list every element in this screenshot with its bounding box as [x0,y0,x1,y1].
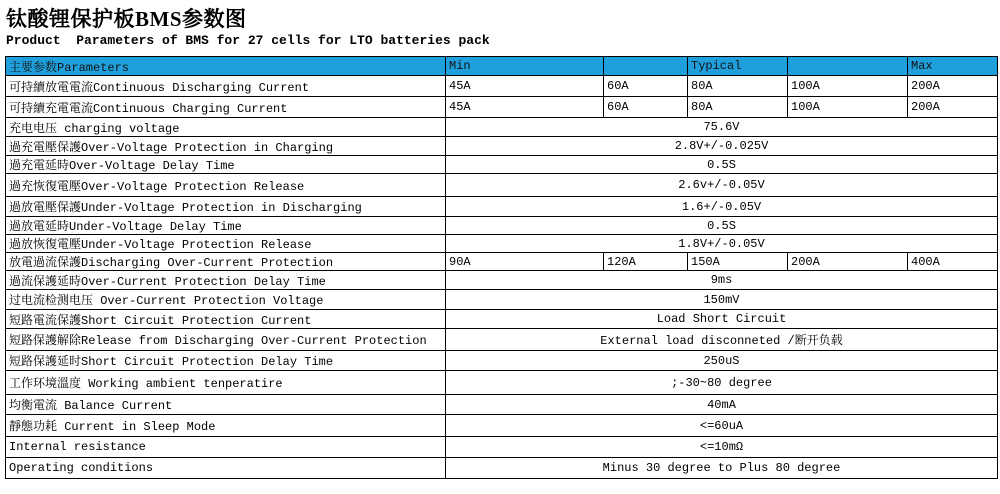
table-row [6,197,998,217]
value-cell-merged: Load Short Circuit [446,310,998,329]
parameter-label: 過放電延時Under-Voltage Delay Time [6,217,446,235]
value-cell-merged: 9ms [446,271,998,290]
parameter-label: 過充電延時Over-Voltage Delay Time [6,156,446,174]
value-cell: 200A [788,253,908,271]
header-parameters: 主要参数Parameters [6,57,446,76]
header-blank-1 [604,57,688,76]
table-row [6,253,998,271]
parameter-label: 過放恢復電壓Under-Voltage Protection Release [6,235,446,253]
parameter-label: 均衡電流 Balance Current [6,395,446,415]
header-max: Max [908,57,998,76]
table-row [6,371,998,395]
value-cell: 80A [688,97,788,118]
value-cell-merged: External load disconneted /断开负载 [446,329,998,351]
table-row [6,290,998,310]
header-typical: Typical [688,57,788,76]
value-cell: 100A [788,76,908,97]
parameter-label: 工作环境溫度 Working ambient tenperatire [6,371,446,395]
value-cell: 45A [446,97,604,118]
table-row [6,97,998,118]
value-cell-merged: <=60uA [446,415,998,437]
page-subtitle: Product Parameters of BMS for 27 cells for LTO batteries pack [6,33,490,48]
value-cell-merged: 1.8V+/-0.05V [446,235,998,253]
table-row [6,156,998,174]
parameter-label: 可持續放電電流Continuous Discharging Current [6,76,446,97]
value-cell-merged: ;-30~80 degree [446,371,998,395]
table-row [6,415,998,437]
table-row [6,174,998,197]
value-cell-merged: 2.8V+/-0.025V [446,137,998,156]
parameter-label: 過充電壓保護Over-Voltage Protection in Charging [6,137,446,156]
table-row [6,437,998,458]
table-row [6,137,998,156]
value-cell: 120A [604,253,688,271]
value-cell: 200A [908,97,998,118]
table-row [6,271,998,290]
parameter-label: 短路保護延时Short Circuit Protection Delay Time [6,351,446,371]
table-row [6,395,998,415]
value-cell: 400A [908,253,998,271]
parameter-label: 短路電流保護Short Circuit Protection Current [6,310,446,329]
parameter-label: 靜態功耗 Current in Sleep Mode [6,415,446,437]
table-row [6,76,998,97]
table-row [6,118,998,137]
value-cell: 80A [688,76,788,97]
value-cell-merged: 2.6v+/-0.05V [446,174,998,197]
value-cell-merged: 0.5S [446,217,998,235]
page-title: 钛酸锂保护板BMS参数图 [6,7,247,31]
parameter-label: 過流保護延時Over-Current Protection Delay Time [6,271,446,290]
parameter-label: 過放電壓保護Under-Voltage Protection in Discharging [6,197,446,217]
value-cell-merged: <=10mΩ [446,437,998,458]
parameter-label: Internal resistance [6,437,446,458]
value-cell: 100A [788,97,908,118]
value-cell: 60A [604,76,688,97]
parameter-label: 可持續充電電流Continuous Charging Current [6,97,446,118]
value-cell-merged: 1.6+/-0.05V [446,197,998,217]
table-row [6,351,998,371]
parameter-label: 放電過流保護Discharging Over-Current Protection [6,253,446,271]
value-cell: 200A [908,76,998,97]
value-cell-merged: 250uS [446,351,998,371]
table-row [6,217,998,235]
parameter-label: 过电流检测电压 Over-Current Protection Voltage [6,290,446,310]
value-cell-merged: 75.6V [446,118,998,137]
value-cell-merged: 0.5S [446,156,998,174]
table-row [6,329,998,351]
table-row [6,458,998,479]
header-min: Min [446,57,604,76]
value-cell: 90A [446,253,604,271]
parameter-label: Operating conditions [6,458,446,479]
table-row [6,310,998,329]
value-cell-merged: 150mV [446,290,998,310]
parameter-label: 充电电压 charging voltage [6,118,446,137]
parameter-label: 過充恢復電壓Over-Voltage Protection Release [6,174,446,197]
value-cell: 150A [688,253,788,271]
value-cell-merged: Minus 30 degree to Plus 80 degree [446,458,998,479]
value-cell-merged: 40mA [446,395,998,415]
parameters-table [5,56,998,479]
header-blank-2 [788,57,908,76]
table-row [6,235,998,253]
parameter-label: 短路保護解除Release from Discharging Over-Current Protection [6,329,446,351]
table-header-row [6,57,998,76]
value-cell: 45A [446,76,604,97]
value-cell: 60A [604,97,688,118]
